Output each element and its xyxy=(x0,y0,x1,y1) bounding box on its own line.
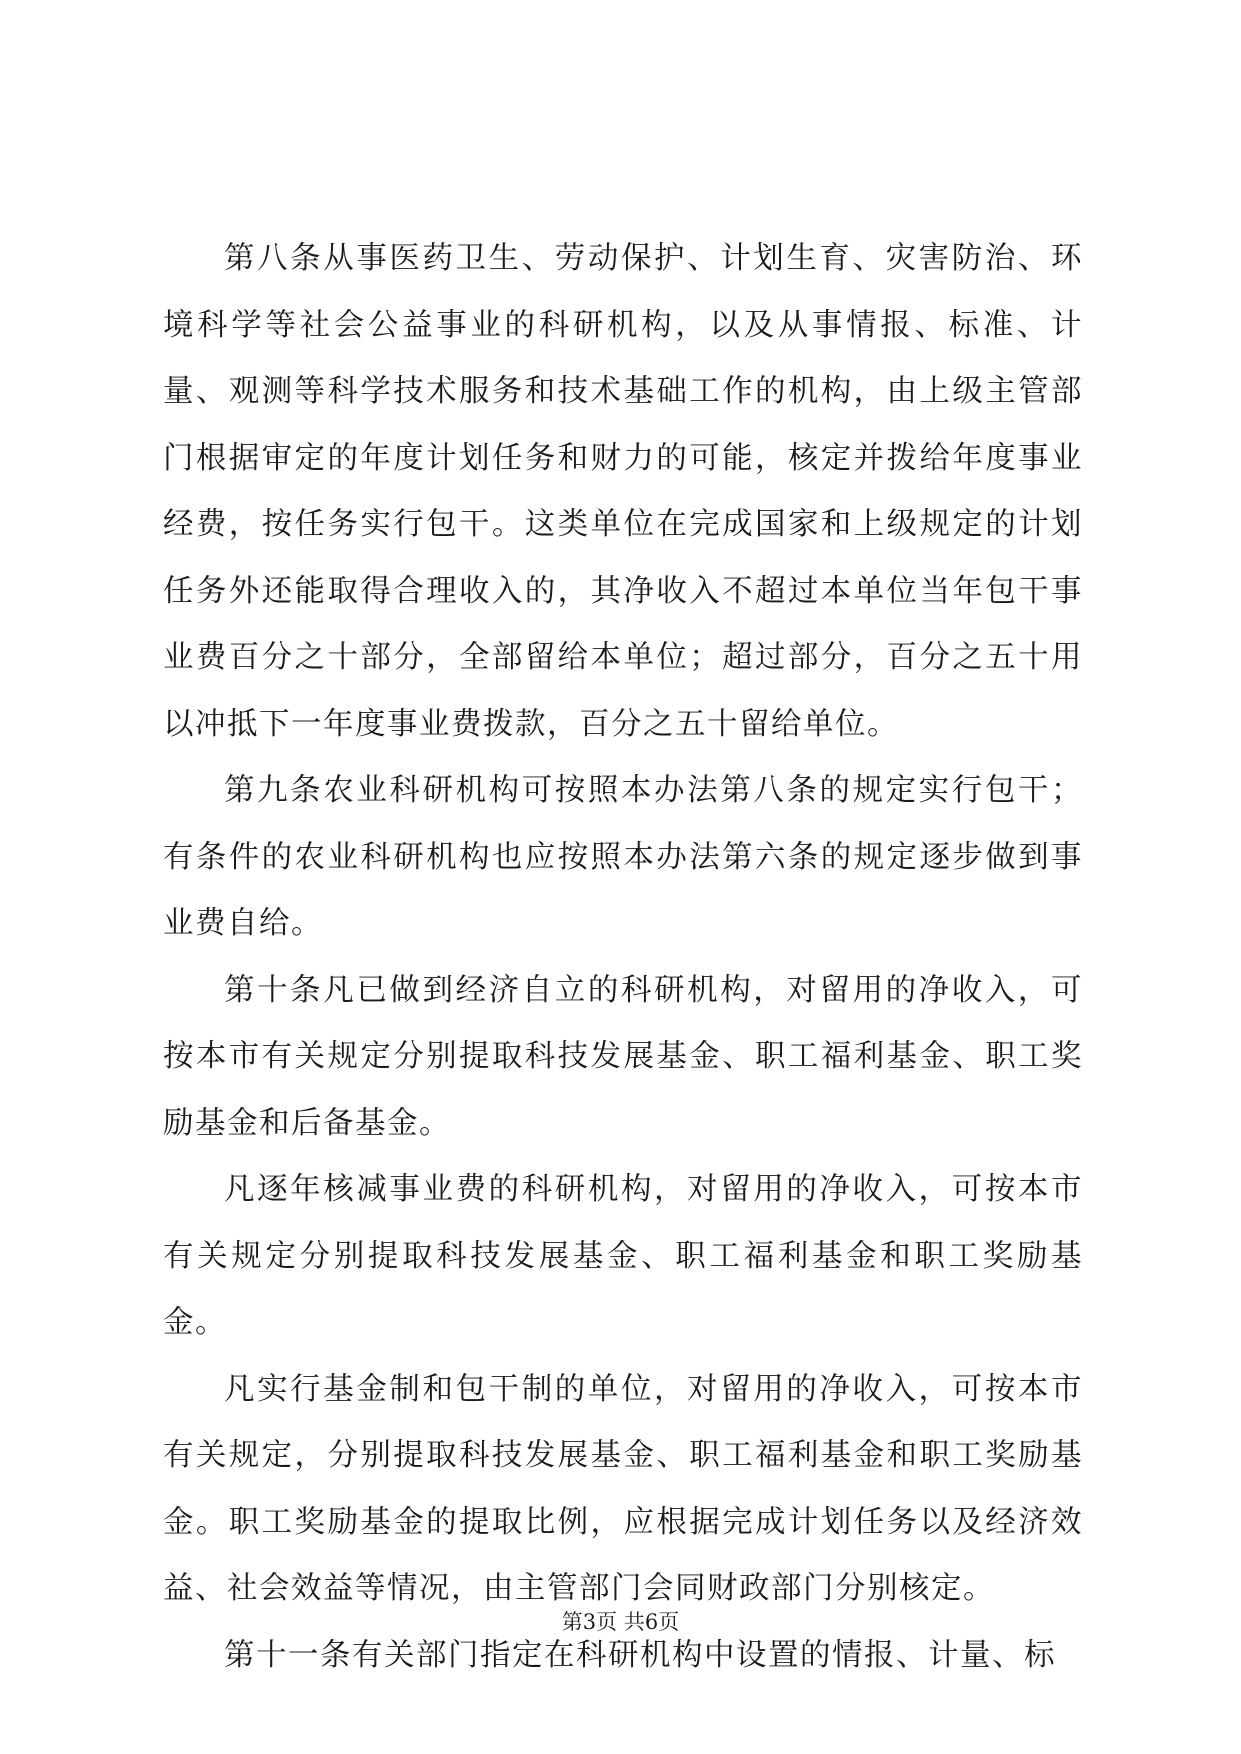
paragraph-fee-reduction: 凡逐年核减事业费的科研机构，对留用的净收入，可按本市有关规定分别提取科技发展基金、职工福利基金和职工奖励基金。 xyxy=(163,1172,1083,1340)
document-body xyxy=(163,226,1083,1689)
paragraph-article-11: 第十一条有关部门指定在科研机构中设置的情报、计量、标 xyxy=(224,1637,1056,1673)
paragraph-article-9: 第九条农业科研机构可按照本办法第八条的规定实行包干；有条件的农业科研机构也应按照本办法第六条的规定逐步做到事业费自给。 xyxy=(163,773,1083,941)
page-number-footer: 第3页 共6页 xyxy=(561,1610,680,1634)
paragraph-fund-system: 凡实行基金制和包干制的单位，对留用的净收入，可按本市有关规定，分别提取科技发展基金、职工福利基金和职工奖励基金。职工奖励基金的提取比例，应根据完成计划任务以及经济效益、社会效益等情况，由主管部门会同财政部门分别核定。 xyxy=(163,1371,1083,1606)
paragraph-article-10: 第十条凡已做到经济自立的科研机构，对留用的净收入，可按本市有关规定分别提取科技发展基金、职工福利基金、职工奖励基金和后备基金。 xyxy=(163,972,1083,1141)
paragraph-article-8: 第八条从事医药卫生、劳动保护、计划生育、灾害防治、环境科学等社会公益事业的科研机构，以及从事情报、标准、计量、观测等科学技术服务和技术基础工作的机构，由上级主管部门根据审定的年度计划任务和财力的可能，核定并拨给年度事业经费，按任务实行包干。这类单位在完成国家和上级规定的计划任务外还能取得合理收入的，其净收入不超过本单位当年包干事业费百分之十部分，全部留给本单位；超过部分，百分之五十用以冲抵下一年度事业费拨款，百分之五十留给单位。 xyxy=(163,241,1083,742)
